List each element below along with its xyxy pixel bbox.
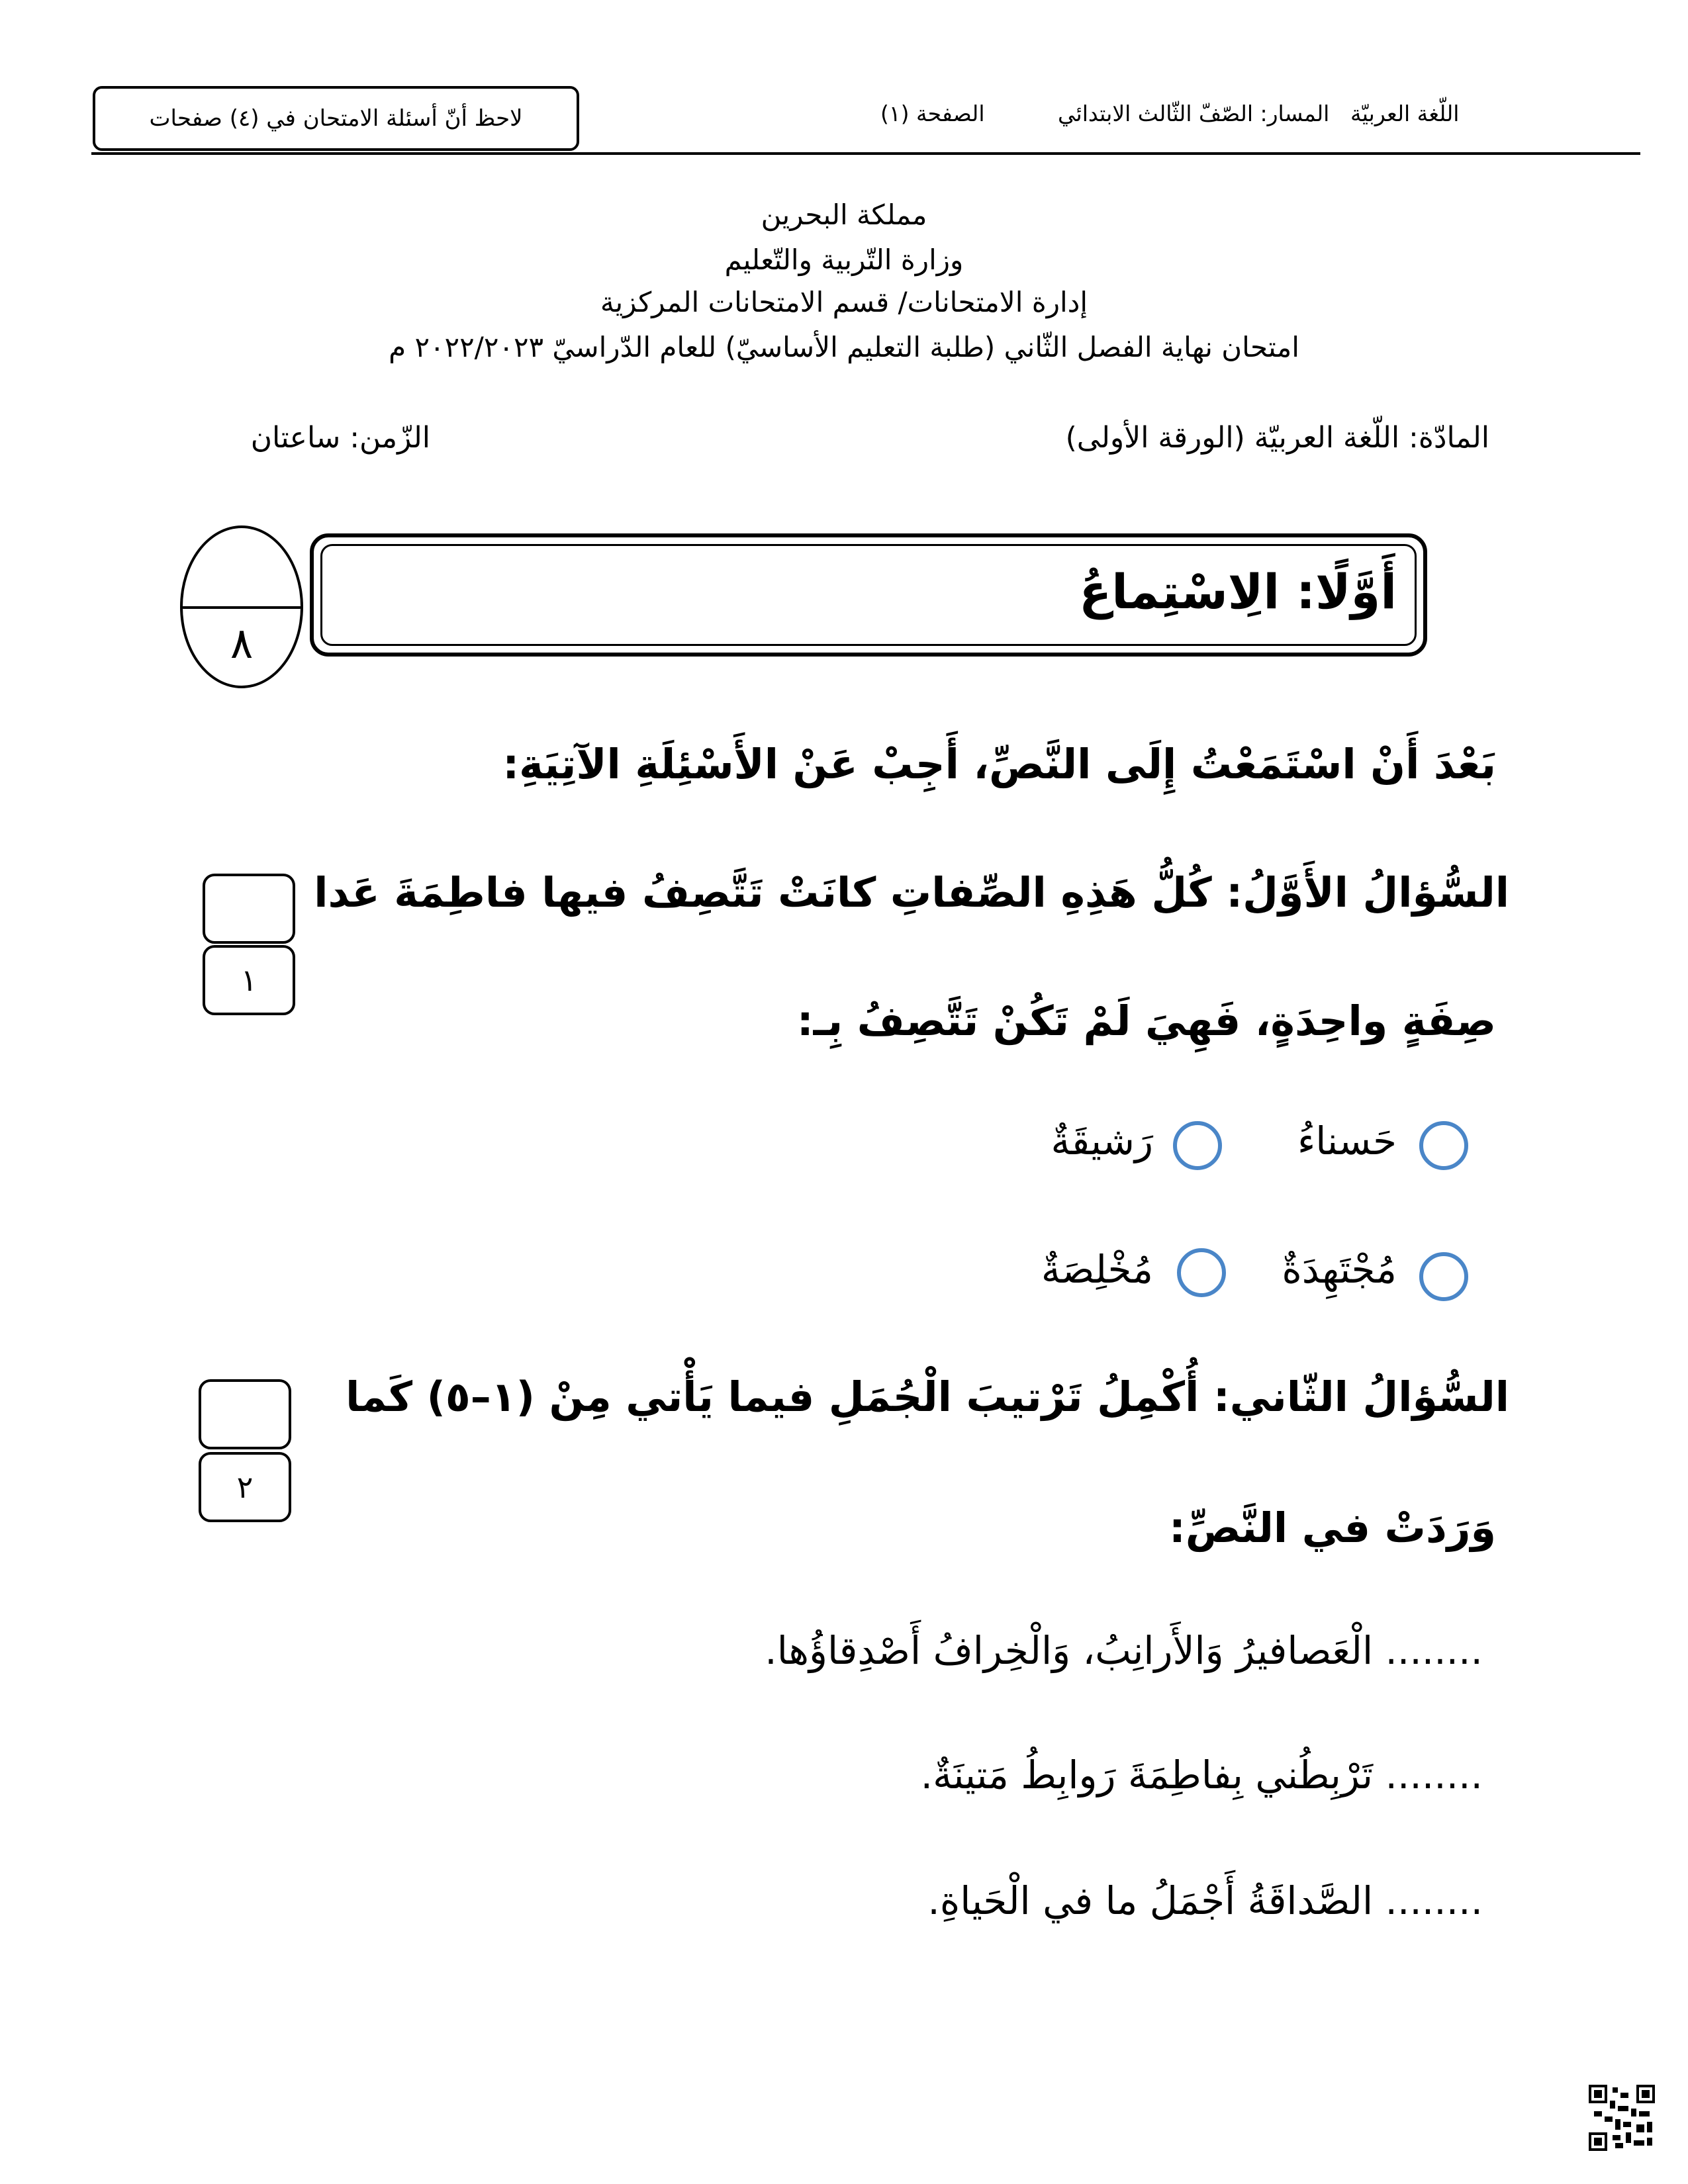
q1-text-line2: صِفَةٍ واحِدَةٍ، فَهِيَ لَمْ تَكُنْ تَتَّصِفُ بِـ:	[796, 997, 1496, 1045]
q1-option-2-label: رَشيقَةٌ	[1051, 1118, 1153, 1163]
q2-text-line1: السُّؤالُ الثّاني: أُكْمِلُ تَرْتيبَ الْجُمَلِ فيما يَأْتي مِنْ (١–٥) كَما	[346, 1373, 1509, 1421]
q1-option-1-label: حَسناءُ	[1297, 1118, 1397, 1163]
q2-mark-value: ٢	[236, 1469, 254, 1505]
exam-title: امتحان نهاية الفصل الثّاني (طلبة التعليم الأساسيّ) للعام الدّراسيّ ٢٠٢٢/٢٠٢٣ م	[389, 331, 1299, 363]
q2-text-line2: وَرَدَتْ في النَّصِّ:	[1168, 1504, 1496, 1552]
kingdom-title: مملكة البحرين	[761, 199, 927, 231]
section-title: أَوَّلًا: الِاسْتِماعُ	[1079, 564, 1397, 619]
header-page-number: الصفحة (١)	[880, 101, 985, 126]
q1-option-2-radio[interactable]	[1173, 1121, 1222, 1170]
q1-option-3-label: مُجْتَهِدَةٌ	[1282, 1247, 1397, 1292]
q2-max-mark	[199, 1452, 291, 1522]
pages-note-box	[93, 86, 579, 151]
section-score: ٨	[230, 619, 254, 668]
header-subject: اللّغة العربيّة	[1350, 101, 1460, 126]
q1-text-line1: السُّؤالُ الأَوَّلُ: كُلُّ هَذِهِ الصِّفاتِ كانَتْ تَتَّصِفُ فيها فاطِمَةَ عَدا	[314, 868, 1509, 917]
q1-option-4-label: مُخْلِصَةٌ	[1041, 1247, 1153, 1292]
q2-sentence-3: ........ الصَّداقَةُ أَجْمَلُ ما في الْحَياةِ.	[927, 1878, 1483, 1923]
department-title: إدارة الامتحانات/ قسم الامتحانات المركزية	[600, 286, 1088, 318]
q2-score-input[interactable]	[199, 1379, 291, 1449]
score-divider	[183, 606, 301, 609]
q1-mark-value: ١	[240, 962, 258, 998]
q2-sentence-1: ........ الْعَصافيرُ وَالأَرانِبُ، وَالْخِرافُ أَصْدِقاؤُها.	[765, 1628, 1483, 1673]
exam-time: الزّمن: ساعتان	[250, 421, 430, 455]
qr-code-icon	[1589, 2085, 1655, 2151]
section-score-oval	[180, 525, 303, 688]
instruction: بَعْدَ أَنْ اسْتَمَعْتُ إِلَى النَّصِّ، أَجِبْ عَنْ الأَسْئِلَةِ الآتِيَةِ:	[502, 740, 1496, 788]
header-divider	[91, 152, 1640, 155]
header-track: المسار: الصّفّ الثّالث الابتدائي	[1058, 101, 1330, 126]
q1-option-3-radio[interactable]	[1419, 1252, 1468, 1301]
q1-option-1-radio[interactable]	[1419, 1121, 1468, 1170]
q1-score-input[interactable]	[203, 874, 295, 944]
pages-note: لاحظ أنّ أسئلة الامتحان في (٤) صفحات	[149, 105, 523, 132]
q2-sentence-2: ........ تَرْبِطُني بِفاطِمَةَ رَوابِطُ مَتينَةٌ.	[920, 1752, 1483, 1797]
ministry-title: وزارة التّربية والتّعليم	[724, 244, 964, 276]
q1-option-4-radio[interactable]	[1177, 1248, 1226, 1297]
subject-paper: المادّة: اللّغة العربيّة (الورقة الأولى)	[1065, 421, 1489, 455]
q1-max-mark	[203, 945, 295, 1015]
